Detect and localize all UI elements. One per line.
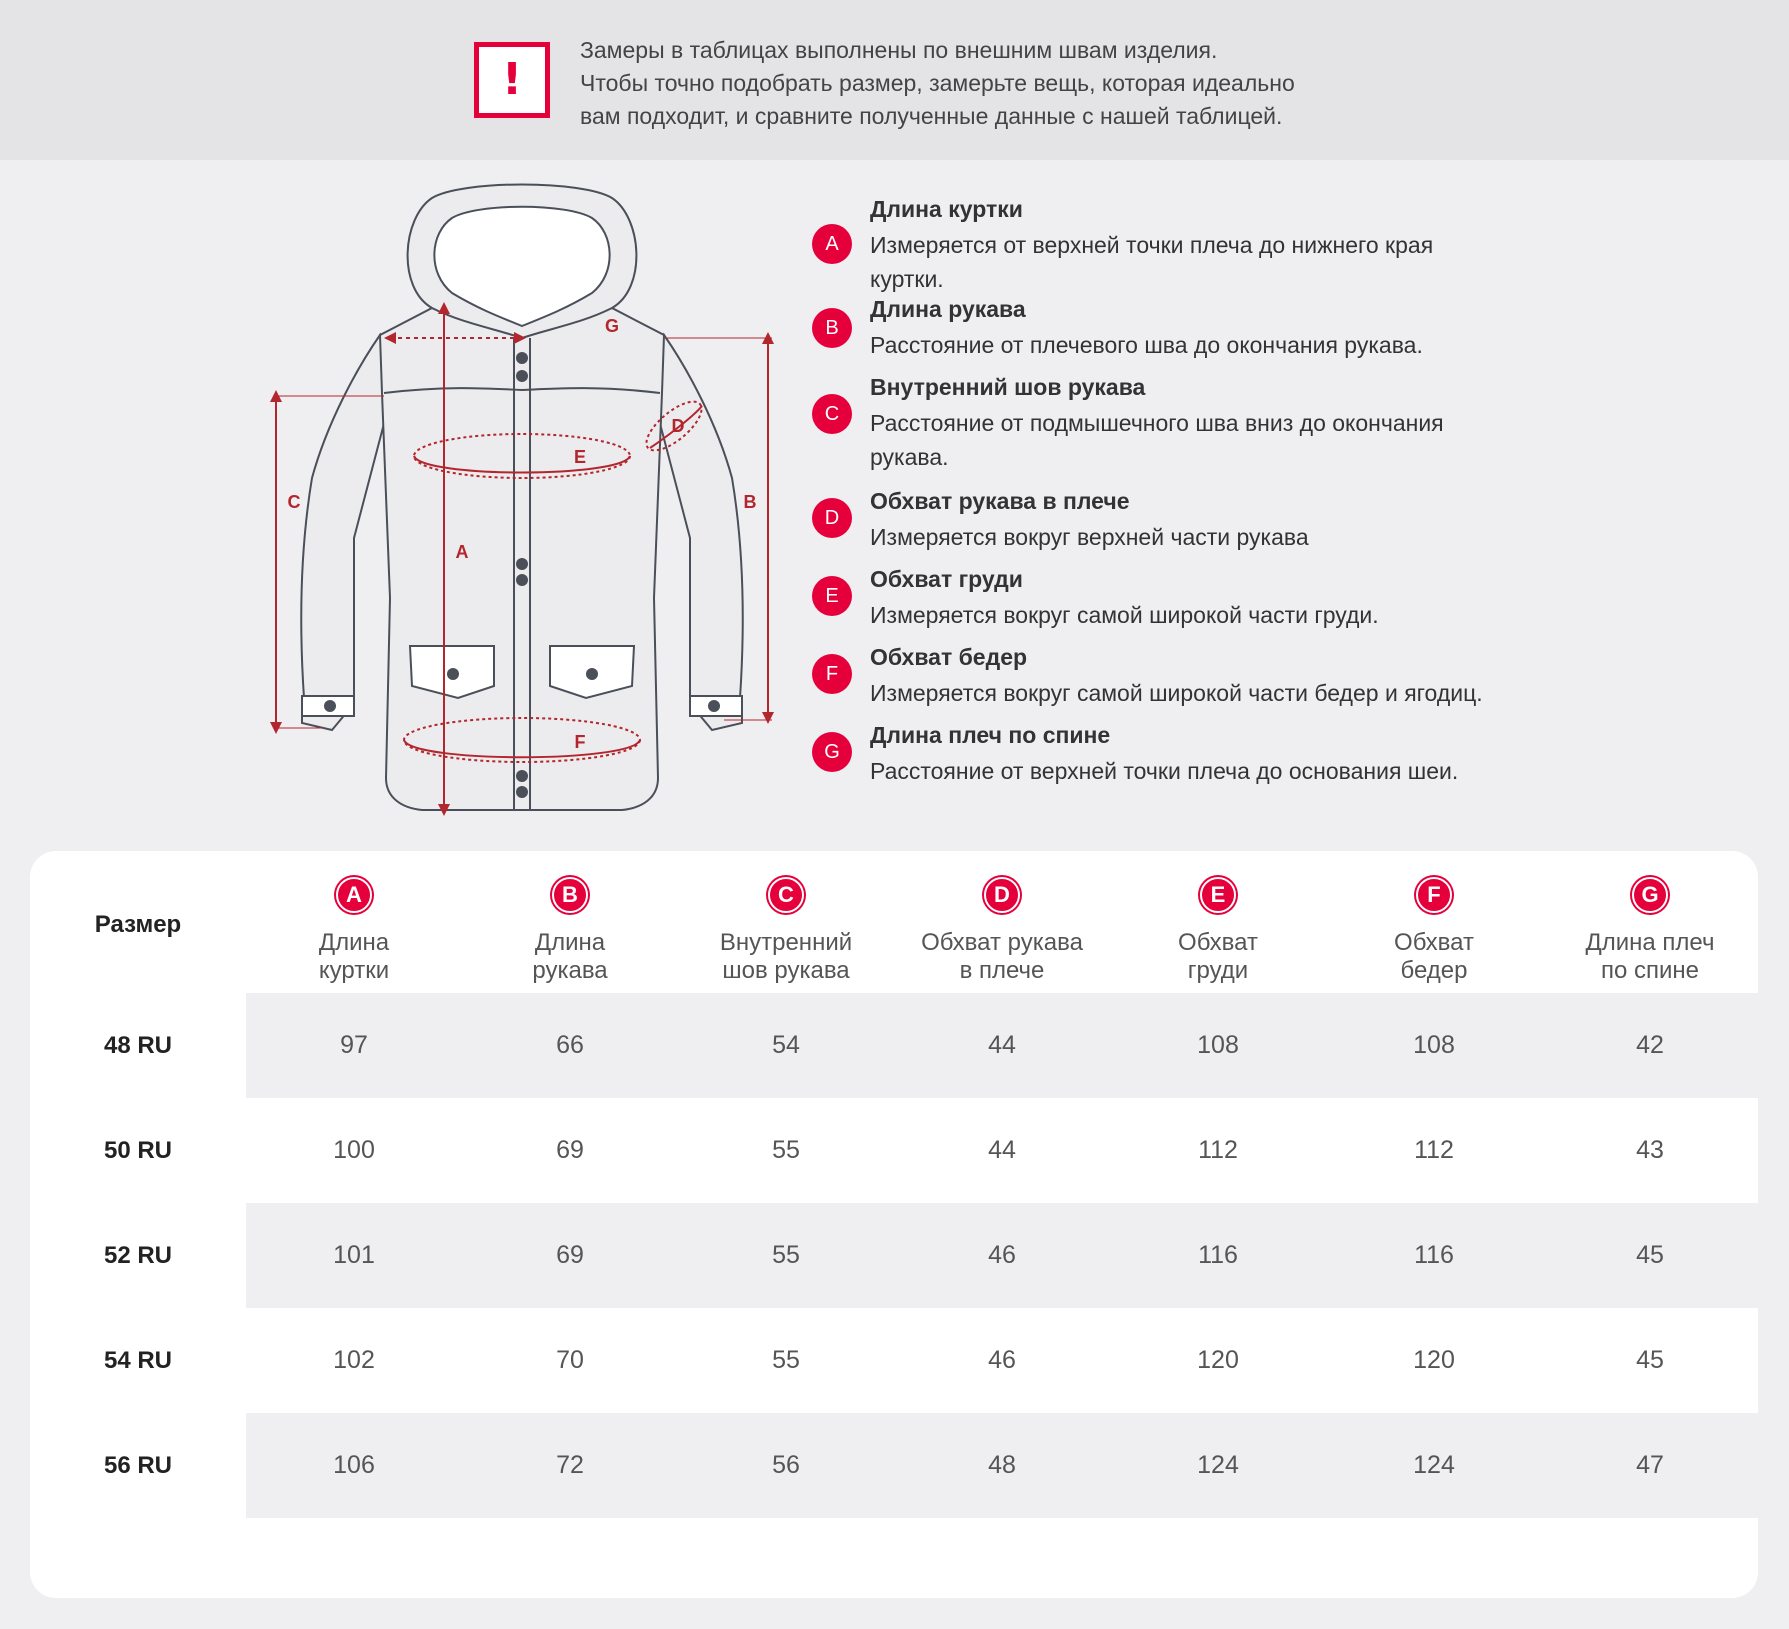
size-column-header: Размер xyxy=(94,911,182,938)
button xyxy=(516,558,528,570)
table-row xyxy=(30,993,1758,1098)
column-label-line: Обхват xyxy=(1394,929,1474,956)
column-header-c xyxy=(678,877,894,985)
legend-title: Обхват бедер xyxy=(870,644,1028,670)
button xyxy=(324,700,336,712)
column-label-line: Обхват рукава xyxy=(921,929,1083,956)
column-badge: C xyxy=(768,877,804,913)
table-cell: 42 xyxy=(1636,1031,1664,1059)
table-cell: 47 xyxy=(1636,1451,1664,1479)
table-cell: 120 xyxy=(1197,1346,1239,1374)
column-header-g xyxy=(1542,877,1758,985)
table-cell: 55 xyxy=(772,1136,800,1164)
column-badge: A xyxy=(336,877,372,913)
column-label xyxy=(1326,929,1542,985)
table-cell: 46 xyxy=(988,1346,1016,1374)
table-cell: 45 xyxy=(1636,1346,1664,1374)
legend-badge: C xyxy=(812,394,852,434)
column-label-line: шов рукава xyxy=(722,957,850,984)
legend-desc: Расстояние от плечевого шва до окончания рукава. xyxy=(870,332,1423,358)
table-cell: 101 xyxy=(333,1241,375,1269)
button xyxy=(708,700,720,712)
button xyxy=(516,770,528,782)
table-cell: 69 xyxy=(556,1136,584,1164)
table-cell: 116 xyxy=(1198,1241,1238,1269)
column-label xyxy=(462,929,678,985)
notice-line: Чтобы точно подобрать размер, замерьте вещь, которая идеально xyxy=(580,70,1295,96)
table-cell: 43 xyxy=(1636,1136,1664,1164)
button xyxy=(447,668,459,680)
column-label xyxy=(678,929,894,985)
table-cell: 45 xyxy=(1636,1241,1664,1269)
table-cell: 116 xyxy=(1414,1241,1454,1269)
table-cell: 124 xyxy=(1197,1451,1239,1479)
column-header-f xyxy=(1326,877,1542,985)
button xyxy=(516,574,528,586)
legend-desc: Расстояние от подмышечного шва вниз до окончания рукава. xyxy=(870,410,1444,470)
column-badge: G xyxy=(1632,877,1668,913)
column-badge: F xyxy=(1416,877,1452,913)
legend-desc: Измеряется от верхней точки плеча до нижнего края куртки. xyxy=(870,232,1434,292)
column-label-line: груди xyxy=(1187,957,1249,984)
left-sleeve xyxy=(301,335,392,730)
button xyxy=(586,668,598,680)
row-size: 52 RU xyxy=(103,1242,173,1269)
table-cell: 124 xyxy=(1413,1451,1455,1479)
table-cell: 44 xyxy=(988,1136,1016,1164)
diagram-label-a: A xyxy=(455,542,469,562)
table-row xyxy=(30,1203,1758,1308)
notice-line: вам подходит, и сравните полученные данные с нашей таблицей. xyxy=(580,103,1283,129)
notice-text xyxy=(580,34,1400,133)
column-label xyxy=(1110,929,1326,985)
legend-title: Длина куртки xyxy=(870,196,1023,222)
column-label xyxy=(1542,929,1758,985)
table-cell: 55 xyxy=(772,1241,800,1269)
legend-title: Длина плеч по спине xyxy=(870,722,1111,748)
legend-desc: Измеряется вокруг самой широкой части груди. xyxy=(870,602,1379,628)
column-header-e xyxy=(1110,877,1326,985)
legend-badge: B xyxy=(812,308,852,348)
row-size: 48 RU xyxy=(103,1032,173,1059)
jacket-diagram xyxy=(262,178,822,828)
column-label-line: по спине xyxy=(1600,957,1699,984)
button xyxy=(516,352,528,364)
column-badge: E xyxy=(1200,877,1236,913)
table-cell: 44 xyxy=(988,1031,1016,1059)
column-label-line: рукава xyxy=(532,957,608,984)
row-size: 54 RU xyxy=(103,1347,173,1374)
right-sleeve xyxy=(652,335,743,730)
table-cell: 55 xyxy=(772,1346,800,1374)
table-cell: 102 xyxy=(333,1346,375,1374)
legend-title: Длина рукава xyxy=(870,296,1026,322)
legend-title: Внутренний шов рукава xyxy=(870,374,1146,400)
legend-title: Обхват груди xyxy=(870,566,1023,592)
row-size: 56 RU xyxy=(103,1452,173,1479)
table-cell: 108 xyxy=(1413,1031,1455,1059)
column-header-a xyxy=(246,877,462,985)
table-cell: 48 xyxy=(988,1451,1016,1479)
diagram-label-c: C xyxy=(287,492,301,512)
table-cell: 112 xyxy=(1198,1136,1238,1164)
table-row xyxy=(30,1308,1758,1413)
diagram-label-d: D xyxy=(671,416,685,436)
diagram-label-g: G xyxy=(604,316,620,336)
table-cell: 108 xyxy=(1197,1031,1239,1059)
diagram-label-e: E xyxy=(573,447,587,467)
legend-desc: Измеряется вокруг самой широкой части бедер и ягодиц. xyxy=(870,680,1483,706)
legend-badge: D xyxy=(812,498,852,538)
column-header-d xyxy=(894,877,1110,985)
table-cell: 70 xyxy=(556,1346,584,1374)
legend-badge: A xyxy=(812,224,852,264)
table-cell: 54 xyxy=(772,1031,800,1059)
table-cell: 97 xyxy=(340,1031,368,1059)
column-label-line: Длина плеч xyxy=(1585,929,1715,956)
table-cell: 69 xyxy=(556,1241,584,1269)
legend-title: Обхват рукава в плече xyxy=(870,488,1130,514)
column-label-line: в плече xyxy=(959,957,1045,984)
column-label xyxy=(246,929,462,985)
table-cell: 56 xyxy=(772,1451,800,1479)
table-row xyxy=(30,1098,1758,1203)
diagram-label-b: B xyxy=(743,492,757,512)
table-row xyxy=(30,1413,1758,1518)
notice-line: Замеры в таблицах выполнены по внешним швам изделия. xyxy=(580,37,1218,63)
table-cell: 66 xyxy=(556,1031,584,1059)
table-cell: 72 xyxy=(556,1451,584,1479)
legend-badge: G xyxy=(812,732,852,772)
table-cell: 100 xyxy=(333,1136,375,1164)
column-label-line: Обхват xyxy=(1178,929,1258,956)
legend-badge: E xyxy=(812,576,852,616)
legend-desc: Измеряется вокруг верхней части рукава xyxy=(870,524,1309,550)
table-cell: 106 xyxy=(333,1451,375,1479)
column-badge: B xyxy=(552,877,588,913)
exclamation-icon: ! xyxy=(474,42,550,118)
column-label xyxy=(894,929,1110,985)
diagram-label-f: F xyxy=(574,732,586,752)
column-label-line: бедер xyxy=(1400,957,1468,984)
column-label-line: Внутренний xyxy=(719,929,853,956)
notice-banner xyxy=(0,0,1789,160)
column-header-b xyxy=(462,877,678,985)
legend-badge: F xyxy=(812,654,852,694)
table-cell: 46 xyxy=(988,1241,1016,1269)
column-label-line: Длина xyxy=(534,929,606,956)
column-label-line: Длина xyxy=(318,929,390,956)
column-badge: D xyxy=(984,877,1020,913)
table-cell: 112 xyxy=(1414,1136,1454,1164)
button xyxy=(516,786,528,798)
button xyxy=(516,370,528,382)
size-table xyxy=(30,851,1758,1598)
table-cell: 120 xyxy=(1413,1346,1455,1374)
row-size: 50 RU xyxy=(103,1137,173,1164)
column-label-line: куртки xyxy=(318,957,390,984)
legend-desc: Расстояние от верхней точки плеча до основания шеи. xyxy=(870,758,1459,784)
